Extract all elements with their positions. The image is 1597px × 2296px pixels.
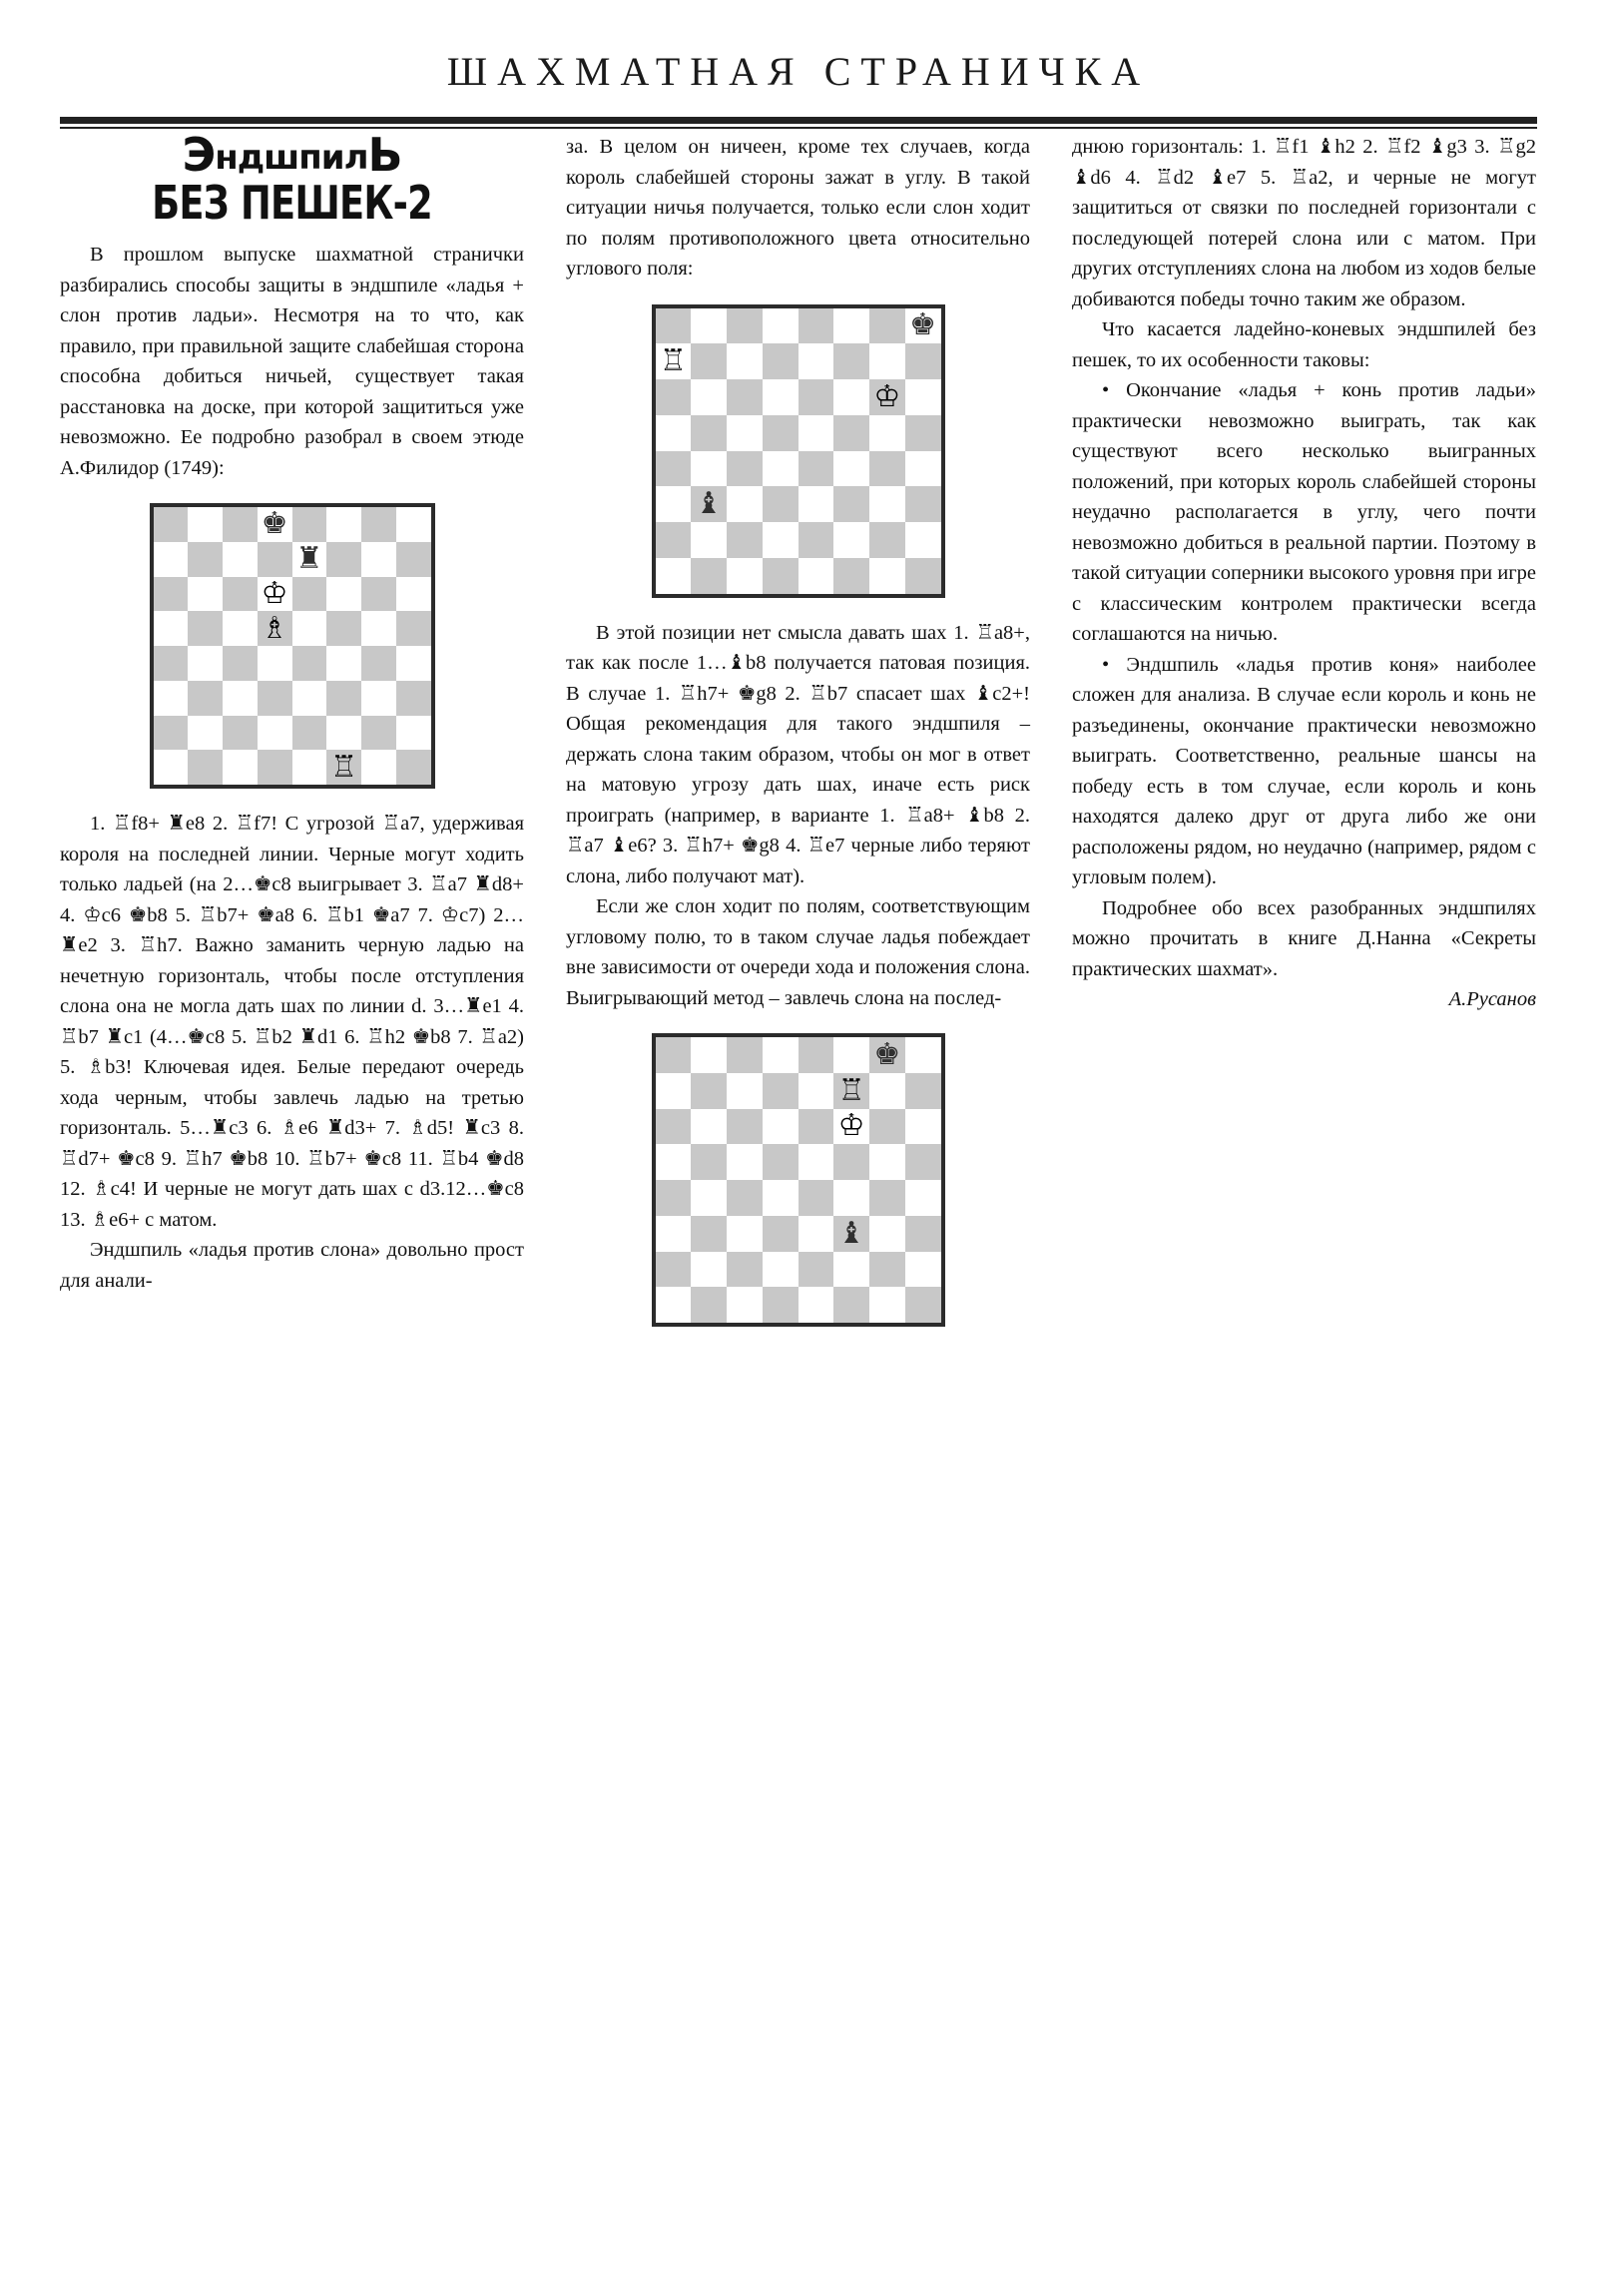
board-square-c2 xyxy=(223,716,258,751)
board-square-f1 xyxy=(326,750,361,785)
board-square-e8 xyxy=(798,1037,834,1073)
board-square-b3 xyxy=(188,681,223,716)
board-square-b2 xyxy=(188,716,223,751)
board-square-f8 xyxy=(833,308,869,344)
board-square-f8 xyxy=(833,1037,869,1073)
board-square-c3 xyxy=(727,486,763,522)
board-square-e4 xyxy=(292,646,327,681)
col2-paragraph-3: Если же слон ходит по полям, соответствующим угловому полю, то в таком случае ладья побеждает вне зависимости от очереди хода и положения слона. Выигрывающий метод – завлечь слона на послед- xyxy=(566,895,1030,1009)
col3-paragraph-1: днюю горизонталь: 1. ♖f1 ♝h2 2. ♖f2 ♝g3 3. ♖g2 ♝d6 4. ♖d2 ♝e7 5. ♖a2, и черные не могут защититься от связки по последней горизонтали с последующей потерей слона или с матом. При других отступлениях слона на любом из ходов белые добиваются победы точно таким же образом. xyxy=(1072,136,1536,310)
board-square-f8 xyxy=(326,507,361,542)
board-square-a7 xyxy=(154,542,189,577)
board-square-c8 xyxy=(727,308,763,344)
board-square-c6 xyxy=(727,1109,763,1145)
board-square-g3 xyxy=(361,681,396,716)
board-square-e8 xyxy=(798,308,834,344)
board-square-d8 xyxy=(258,507,292,542)
header-divider xyxy=(60,117,1537,129)
col1-paragraph-3: Эндшпиль «ладья против слона» довольно прост для анали- xyxy=(60,1239,524,1292)
board-square-g8 xyxy=(361,507,396,542)
board-square-a5 xyxy=(656,415,692,451)
board-square-e3 xyxy=(798,1216,834,1252)
board-square-e6 xyxy=(798,379,834,415)
board-square-f4 xyxy=(833,1180,869,1216)
board-square-a7 xyxy=(656,1073,692,1109)
white-rook-icon: ♖ xyxy=(659,343,687,379)
board-square-f4 xyxy=(326,646,361,681)
board-square-b1 xyxy=(691,1287,727,1323)
board-square-d4 xyxy=(258,646,292,681)
board-square-a8 xyxy=(656,308,692,344)
board-square-a2 xyxy=(656,1252,692,1288)
board-square-b5 xyxy=(188,611,223,646)
board-square-e2 xyxy=(798,1252,834,1288)
board-square-c7 xyxy=(727,343,763,379)
board-square-b1 xyxy=(691,558,727,594)
board-square-h8 xyxy=(396,507,431,542)
board-square-f2 xyxy=(833,1252,869,1288)
chess-diagram-draw xyxy=(652,304,945,598)
board-square-c1 xyxy=(727,558,763,594)
board-square-d6 xyxy=(763,379,798,415)
board-square-a2 xyxy=(154,716,189,751)
board-square-f1 xyxy=(833,558,869,594)
board-square-f6 xyxy=(326,577,361,612)
board-square-b6 xyxy=(691,1109,727,1145)
article-headline xyxy=(60,128,524,230)
board-square-b8 xyxy=(691,308,727,344)
white-king-icon: ♔ xyxy=(873,378,901,414)
board-square-h5 xyxy=(396,611,431,646)
board-square-d1 xyxy=(763,558,798,594)
board-square-g4 xyxy=(361,646,396,681)
board-square-h5 xyxy=(905,1144,941,1180)
board-square-c6 xyxy=(727,379,763,415)
board-square-d6 xyxy=(258,577,292,612)
col2-paragraph-2: В этой позиции нет смысла давать шах 1. ♖a8+, так как после 1…♝b8 получается патовая позиция. В случае 1. ♖h7+ ♚g8 2. ♖b7 спасает шах ♝c2+! Общая рекомендация для такого эндшпиля – держать слона таким образом, чтобы он мог в ответ на матовую угрозу дать шах, иначе есть риск проиграть (например, в варианте 1. ♖a8+ ♝b8 2. ♖a7 ♝e6? 3. ♖h7+ ♚g8 4. ♖e7 черные либо теряют слона, либо получают мат). xyxy=(566,621,1030,887)
board-square-e6 xyxy=(292,577,327,612)
board-square-g6 xyxy=(869,1109,905,1145)
black-king-icon: ♚ xyxy=(261,506,288,542)
board-square-a6 xyxy=(656,1109,692,1145)
board-square-d3 xyxy=(763,486,798,522)
board-square-f7 xyxy=(326,542,361,577)
board-square-h3 xyxy=(905,486,941,522)
board-square-b4 xyxy=(691,1180,727,1216)
col3-paragraph-3: • Окончание «ладья + конь против ладьи» практически невозможно выиграть, так как существуют всего несколько выигранных положений, при которых король слабейшей стороны неудачно располагается в углу, чего почти невозможно добиться в реальной партии. Поэтому в такой ситуации соперники высокого уровня при игре с классическим контролем практически всегда соглашаются на ничью. xyxy=(1072,379,1536,645)
board-square-h7 xyxy=(396,542,431,577)
board-square-c3 xyxy=(223,681,258,716)
board-square-f3 xyxy=(833,486,869,522)
headline-line-1 xyxy=(60,128,524,182)
board-square-d4 xyxy=(763,1180,798,1216)
board-square-g1 xyxy=(869,1287,905,1323)
board-square-e1 xyxy=(292,750,327,785)
chess-diagram-win xyxy=(652,1033,945,1327)
board-square-h3 xyxy=(905,1216,941,1252)
board-square-c5 xyxy=(727,415,763,451)
black-rook-icon: ♜ xyxy=(295,541,323,577)
board-square-h2 xyxy=(905,1252,941,1288)
board-square-b8 xyxy=(691,1037,727,1073)
black-king-icon: ♚ xyxy=(873,1036,901,1072)
board-square-g8 xyxy=(869,308,905,344)
board-square-c8 xyxy=(223,507,258,542)
board-square-b3 xyxy=(691,486,727,522)
board-square-g2 xyxy=(869,522,905,558)
black-bishop-icon: ♝ xyxy=(837,1215,865,1251)
board-square-c4 xyxy=(727,1180,763,1216)
board-square-d4 xyxy=(763,451,798,487)
column-2 xyxy=(566,132,1030,1347)
board-square-h6 xyxy=(905,1109,941,1145)
board-square-e3 xyxy=(292,681,327,716)
board-square-e5 xyxy=(798,415,834,451)
board-square-b5 xyxy=(691,415,727,451)
board-square-e1 xyxy=(798,558,834,594)
board-square-h4 xyxy=(905,1180,941,1216)
white-king-icon: ♔ xyxy=(837,1108,865,1144)
board-square-f7 xyxy=(833,1073,869,1109)
board-square-c7 xyxy=(727,1073,763,1109)
board-square-a4 xyxy=(656,451,692,487)
board-square-h1 xyxy=(905,1287,941,1323)
board-square-h5 xyxy=(905,415,941,451)
board-square-f3 xyxy=(833,1216,869,1252)
board-square-g3 xyxy=(869,486,905,522)
board-square-b7 xyxy=(188,542,223,577)
board-square-h4 xyxy=(905,451,941,487)
board-square-b4 xyxy=(691,451,727,487)
board-square-c4 xyxy=(223,646,258,681)
board-square-b3 xyxy=(691,1216,727,1252)
board-square-f1 xyxy=(833,1287,869,1323)
board-square-h2 xyxy=(905,522,941,558)
board-square-h8 xyxy=(905,1037,941,1073)
board-square-a8 xyxy=(656,1037,692,1073)
board-square-e7 xyxy=(798,343,834,379)
board-square-c7 xyxy=(223,542,258,577)
board-square-g5 xyxy=(869,415,905,451)
board-square-a8 xyxy=(154,507,189,542)
board-square-b5 xyxy=(691,1144,727,1180)
board-square-d3 xyxy=(763,1216,798,1252)
board-square-b6 xyxy=(691,379,727,415)
board-square-b2 xyxy=(691,522,727,558)
black-bishop-icon: ♝ xyxy=(695,486,723,522)
col3-paragraph-2: Что касается ладейно-коневых эндшпилей без пешек, то их особенности таковы: xyxy=(1072,318,1536,371)
board-square-g2 xyxy=(869,1252,905,1288)
board-square-d3 xyxy=(258,681,292,716)
board-square-f5 xyxy=(833,1144,869,1180)
board-square-d8 xyxy=(763,1037,798,1073)
black-king-icon: ♚ xyxy=(909,307,937,343)
board-square-a2 xyxy=(656,522,692,558)
chess-diagram-filidor xyxy=(150,503,435,789)
board-square-c4 xyxy=(727,451,763,487)
board-square-g6 xyxy=(361,577,396,612)
board-square-g8 xyxy=(869,1037,905,1073)
board-square-b4 xyxy=(188,646,223,681)
board-square-e6 xyxy=(798,1109,834,1145)
board-square-e8 xyxy=(292,507,327,542)
board-square-h8 xyxy=(905,308,941,344)
board-square-d7 xyxy=(763,1073,798,1109)
board-square-d1 xyxy=(763,1287,798,1323)
col1-paragraph-2: 1. ♖f8+ ♜e8 2. ♖f7! С угрозой ♖a7, удерживая короля на последней линии. Черные могут ходить только ладьей (на 2…♚c8 выигрывает 3. ♖a7 ♜d8+ 4. ♔c6 ♚b8 5. ♖b7+ ♚a8 6. ♖b1 ♚a7 7. ♔c7) 2…♜e2 3. ♖h7. Важно заманить черную ладью на нечетную горизонталь, чтобы после отступления слона она не могла дать шах по линии d. 3…♜e1 4. ♖b7 ♜c1 (4…♚c8 5. ♖b2 ♜d1 6. ♖h2 ♚b8 7. ♖a2) 5. ♗b3! Ключевая идея. Белые передают очередь хода черным, чтобы завлечь ладью на третью горизонталь. 5…♜c3 6. ♗e6 ♜d3+ 7. ♗d5! ♜c3 8. ♖d7+ ♚c8 9. ♖h7 ♚b8 10. ♖b7+ ♚c8 11. ♖b4 ♚d8 12. ♗c4! И черные не могут дать шах с d3.12…♚c8 13. ♗e6+ с матом. xyxy=(60,813,524,1231)
board-square-c6 xyxy=(223,577,258,612)
board-square-c5 xyxy=(223,611,258,646)
board-square-c1 xyxy=(223,750,258,785)
board-square-g5 xyxy=(869,1144,905,1180)
board-square-c2 xyxy=(727,1252,763,1288)
headline-line-2: БЕЗ ПЕШЕК-2 xyxy=(152,176,432,230)
headline-cap-soft: Ь xyxy=(367,128,402,182)
board-square-e2 xyxy=(292,716,327,751)
board-square-c8 xyxy=(727,1037,763,1073)
board-square-g7 xyxy=(869,343,905,379)
board-square-a1 xyxy=(154,750,189,785)
board-square-g7 xyxy=(869,1073,905,1109)
board-square-c2 xyxy=(727,522,763,558)
col1-paragraph-1: В прошлом выпуске шахматной странички разбирались способы защиты в эндшпиле «ладья + слон против ладьи». Несмотря на то что, как правило, при правильной защите слабейшая сторона способна добиться ничьей, существует такая расстановка на доске, при которой защититься уже невозможно. Ее подробно разобрал в своем этюде А.Филидор (1749): xyxy=(60,244,524,479)
board-square-d7 xyxy=(258,542,292,577)
board-square-a3 xyxy=(154,681,189,716)
board-square-f7 xyxy=(833,343,869,379)
page-title: ШАХМАТНАЯ СТРАНИЧКА xyxy=(446,49,1151,94)
board-square-g5 xyxy=(361,611,396,646)
board-square-g3 xyxy=(869,1216,905,1252)
board-square-b8 xyxy=(188,507,223,542)
board-square-d5 xyxy=(258,611,292,646)
board-square-h7 xyxy=(905,1073,941,1109)
board-square-b6 xyxy=(188,577,223,612)
board-square-h1 xyxy=(905,558,941,594)
board-square-e2 xyxy=(798,522,834,558)
headline-cap-e: Э xyxy=(182,128,216,182)
board-square-f5 xyxy=(326,611,361,646)
board-square-d5 xyxy=(763,1144,798,1180)
board-square-h3 xyxy=(396,681,431,716)
board-square-f5 xyxy=(833,415,869,451)
board-square-a7 xyxy=(656,343,692,379)
board-square-b7 xyxy=(691,1073,727,1109)
board-square-g6 xyxy=(869,379,905,415)
board-square-a6 xyxy=(154,577,189,612)
board-square-h1 xyxy=(396,750,431,785)
board-square-d8 xyxy=(763,308,798,344)
board-square-c5 xyxy=(727,1144,763,1180)
board-square-a3 xyxy=(656,486,692,522)
board-square-g2 xyxy=(361,716,396,751)
board-square-b2 xyxy=(691,1252,727,1288)
board-square-f6 xyxy=(833,379,869,415)
board-square-h2 xyxy=(396,716,431,751)
board-square-e4 xyxy=(798,1180,834,1216)
board-square-f3 xyxy=(326,681,361,716)
board-square-d2 xyxy=(763,1252,798,1288)
board-square-f4 xyxy=(833,451,869,487)
board-square-h4 xyxy=(396,646,431,681)
board-square-h6 xyxy=(905,379,941,415)
board-square-a6 xyxy=(656,379,692,415)
col3-paragraph-5: Подробнее обо всех разобранных эндшпилях можно прочитать в книге Д.Нанна «Секреты практических шахмат». xyxy=(1072,896,1536,980)
board-square-g4 xyxy=(869,1180,905,1216)
headline-mid: ндшпил xyxy=(215,138,368,178)
article-columns xyxy=(60,128,1537,1347)
board-square-d2 xyxy=(258,716,292,751)
article-signature: А.Русанов xyxy=(1448,988,1536,1010)
board-square-f2 xyxy=(833,522,869,558)
board-square-f2 xyxy=(326,716,361,751)
board-square-a4 xyxy=(154,646,189,681)
board-square-g4 xyxy=(869,451,905,487)
white-bishop-icon: ♗ xyxy=(261,610,288,646)
board-square-c1 xyxy=(727,1287,763,1323)
board-square-g1 xyxy=(869,558,905,594)
board-square-d5 xyxy=(763,415,798,451)
col2-paragraph-1: за. В целом он ничеен, кроме тех случаев, когда король слабейшей стороны зажат в углу. В такой ситуации ничья получается, только если слон ходит по полям противоположного цвета относительно углового поля: xyxy=(566,136,1030,280)
board-square-d1 xyxy=(258,750,292,785)
board-square-d6 xyxy=(763,1109,798,1145)
board-square-e5 xyxy=(292,611,327,646)
column-3 xyxy=(1072,132,1536,1347)
board-square-b7 xyxy=(691,343,727,379)
board-square-a1 xyxy=(656,1287,692,1323)
column-1 xyxy=(60,128,524,1347)
board-square-d2 xyxy=(763,522,798,558)
board-square-e7 xyxy=(292,542,327,577)
board-square-a3 xyxy=(656,1216,692,1252)
white-rook-icon: ♖ xyxy=(330,749,358,785)
board-square-h7 xyxy=(905,343,941,379)
board-square-a5 xyxy=(656,1144,692,1180)
board-square-e5 xyxy=(798,1144,834,1180)
board-square-a5 xyxy=(154,611,189,646)
board-square-a4 xyxy=(656,1180,692,1216)
board-square-d7 xyxy=(763,343,798,379)
board-square-g1 xyxy=(361,750,396,785)
white-king-icon: ♔ xyxy=(261,575,288,611)
col3-paragraph-4: • Эндшпиль «ладья против коня» наиболее сложен для анализа. В случае если король и конь не разъединены, окончание практически невозможно выиграть. Соответственно, реальные шансы на победу есть в том случае, если король и конь находятся далеко друг от друга либо же они расположены рядом, но неудачно (например, рядом с угловым полем). xyxy=(1072,653,1536,888)
board-square-a1 xyxy=(656,558,692,594)
white-rook-icon: ♖ xyxy=(837,1072,865,1108)
board-square-f6 xyxy=(833,1109,869,1145)
board-square-g7 xyxy=(361,542,396,577)
board-square-e7 xyxy=(798,1073,834,1109)
board-square-c3 xyxy=(727,1216,763,1252)
board-square-h6 xyxy=(396,577,431,612)
board-square-e3 xyxy=(798,486,834,522)
board-square-e4 xyxy=(798,451,834,487)
board-square-e1 xyxy=(798,1287,834,1323)
board-square-b1 xyxy=(188,750,223,785)
